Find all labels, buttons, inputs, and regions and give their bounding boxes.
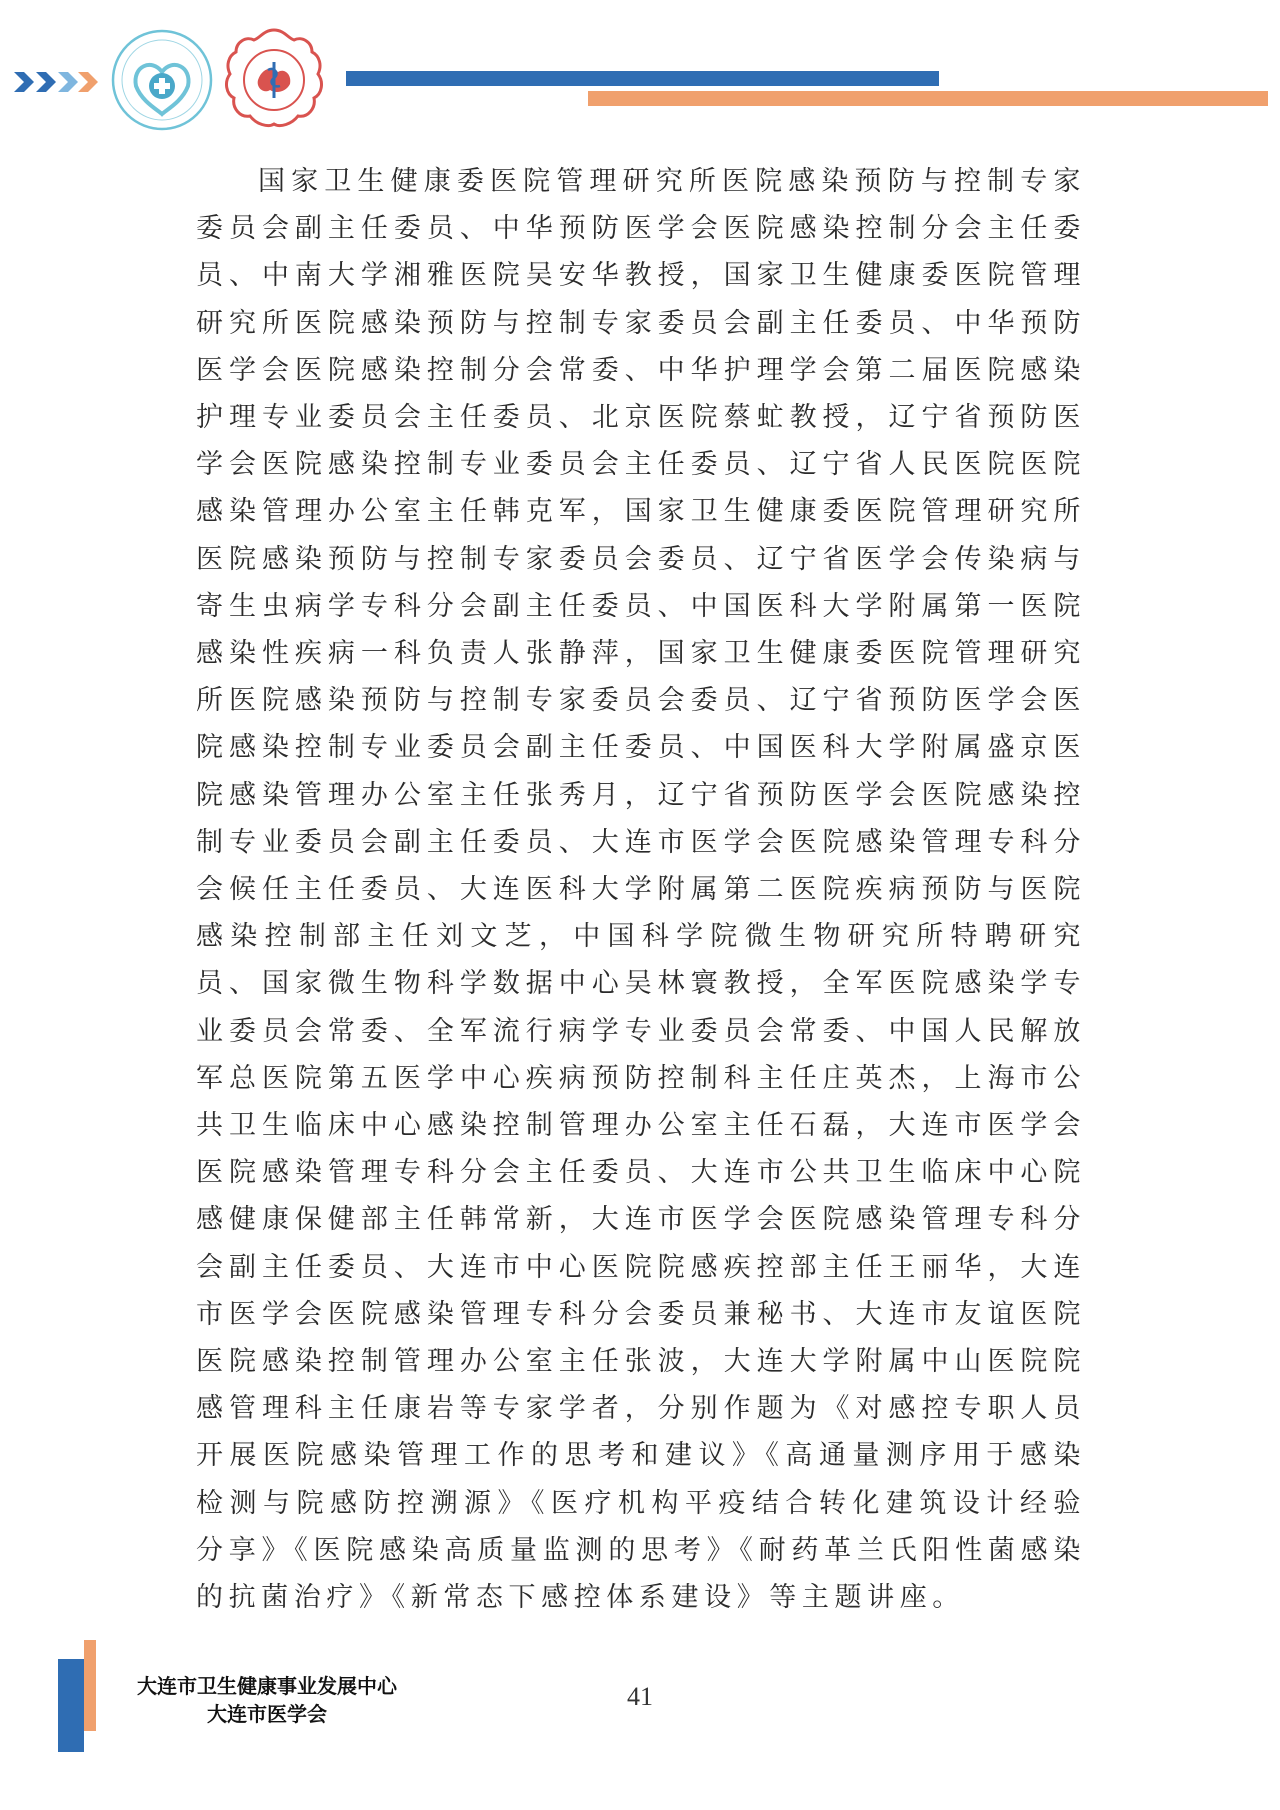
header-blue-bar: [346, 71, 939, 86]
medical-association-logo: [222, 28, 326, 132]
footer-orange-stripe: [84, 1640, 96, 1731]
footer-blue-stripe: [58, 1659, 84, 1752]
article-body: [196, 158, 1086, 1621]
chevron-arrows-icon: [14, 70, 98, 94]
page-footer: [0, 1640, 1280, 1810]
page-number: 41: [627, 1682, 653, 1711]
footer-association-name: 大连市医学会: [207, 1702, 327, 1726]
footer-organization-name: 大连市卫生健康事业发展中心: [137, 1674, 397, 1698]
health-development-center-logo: [110, 28, 214, 132]
body-paragraph: 国家卫生健康委医院管理研究所医院感染预防与控制专家委员会副主任委员、中华预防医学会医院感染控制分会主任委员、中南大学湘雅医院吴安华教授，国家卫生健康委医院管理研究所医院感染预防与控制专家委员会副主任委员、中华预防医学会医院感染控制分会常委、中华护理学会第二届医院感染护理专业委员会主任委员、北京医院蔡虻教授，辽宁省预防医学会医院感染控制专业委员会主任委员、辽宁省人民医院医院感染管理办公室主任韩克军，国家卫生健康委医院管理研究所医院感染预防与控制专家委员会委员、辽宁省医学会传染病与寄生虫病学专科分会副主任委员、中国医科大学附属第一医院感染性疾病一科负责人张静萍，国家卫生健康委医院管理研究所医院感染预防与控制专家委员会委员、辽宁省预防医学会医院感染控制专业委员会副主任委员、中国医科大学附属盛京医院感染管理办公室主任张秀月，辽宁省预防医学会医院感染控制专业委员会副主任委员、大连市医学会医院感染管理专科分会候任主任委员、大连医科大学附属第二医院疾病预防与医院感染控制部主任刘文芝，中国科学院微生物研究所特聘研究员、国家微生物科学数据中心吴林寰教授，全军医院感染学专业委员会常委、全军流行病学专业委员会常委、中国人民解放军总医院第五医学中心疾病预防控制科主任庄英杰，上海市公共卫生临床中心感染控制管理办公室主任石磊，大连市医学会医院感染管理专科分会主任委员、大连市公共卫生临床中心院感健康保健部主任韩常新，大连市医学会医院感染管理专科分会副主任委员、大连市中心医院院感疾控部主任王丽华，大连市医学会医院感染管理专科分会委员兼秘书、大连市友谊医院医院感染控制管理办公室主任张波，大连大学附属中山医院院感管理科主任康岩等专家学者，分别作题为《对感控专职人员开展医院感染管理工作的思考和建议》《高通量测序用于感染检测与院感防控溯源》《医疗机构平疫结合转化建筑设计经验分享》《医院感染高质量监测的思考》《耐药革兰氏阳性菌感染的抗菌治疗》《新常态下感控体系建设》等主题讲座。: [196, 166, 1086, 1614]
page-header: [0, 0, 1280, 140]
header-orange-bar: [588, 91, 1268, 106]
